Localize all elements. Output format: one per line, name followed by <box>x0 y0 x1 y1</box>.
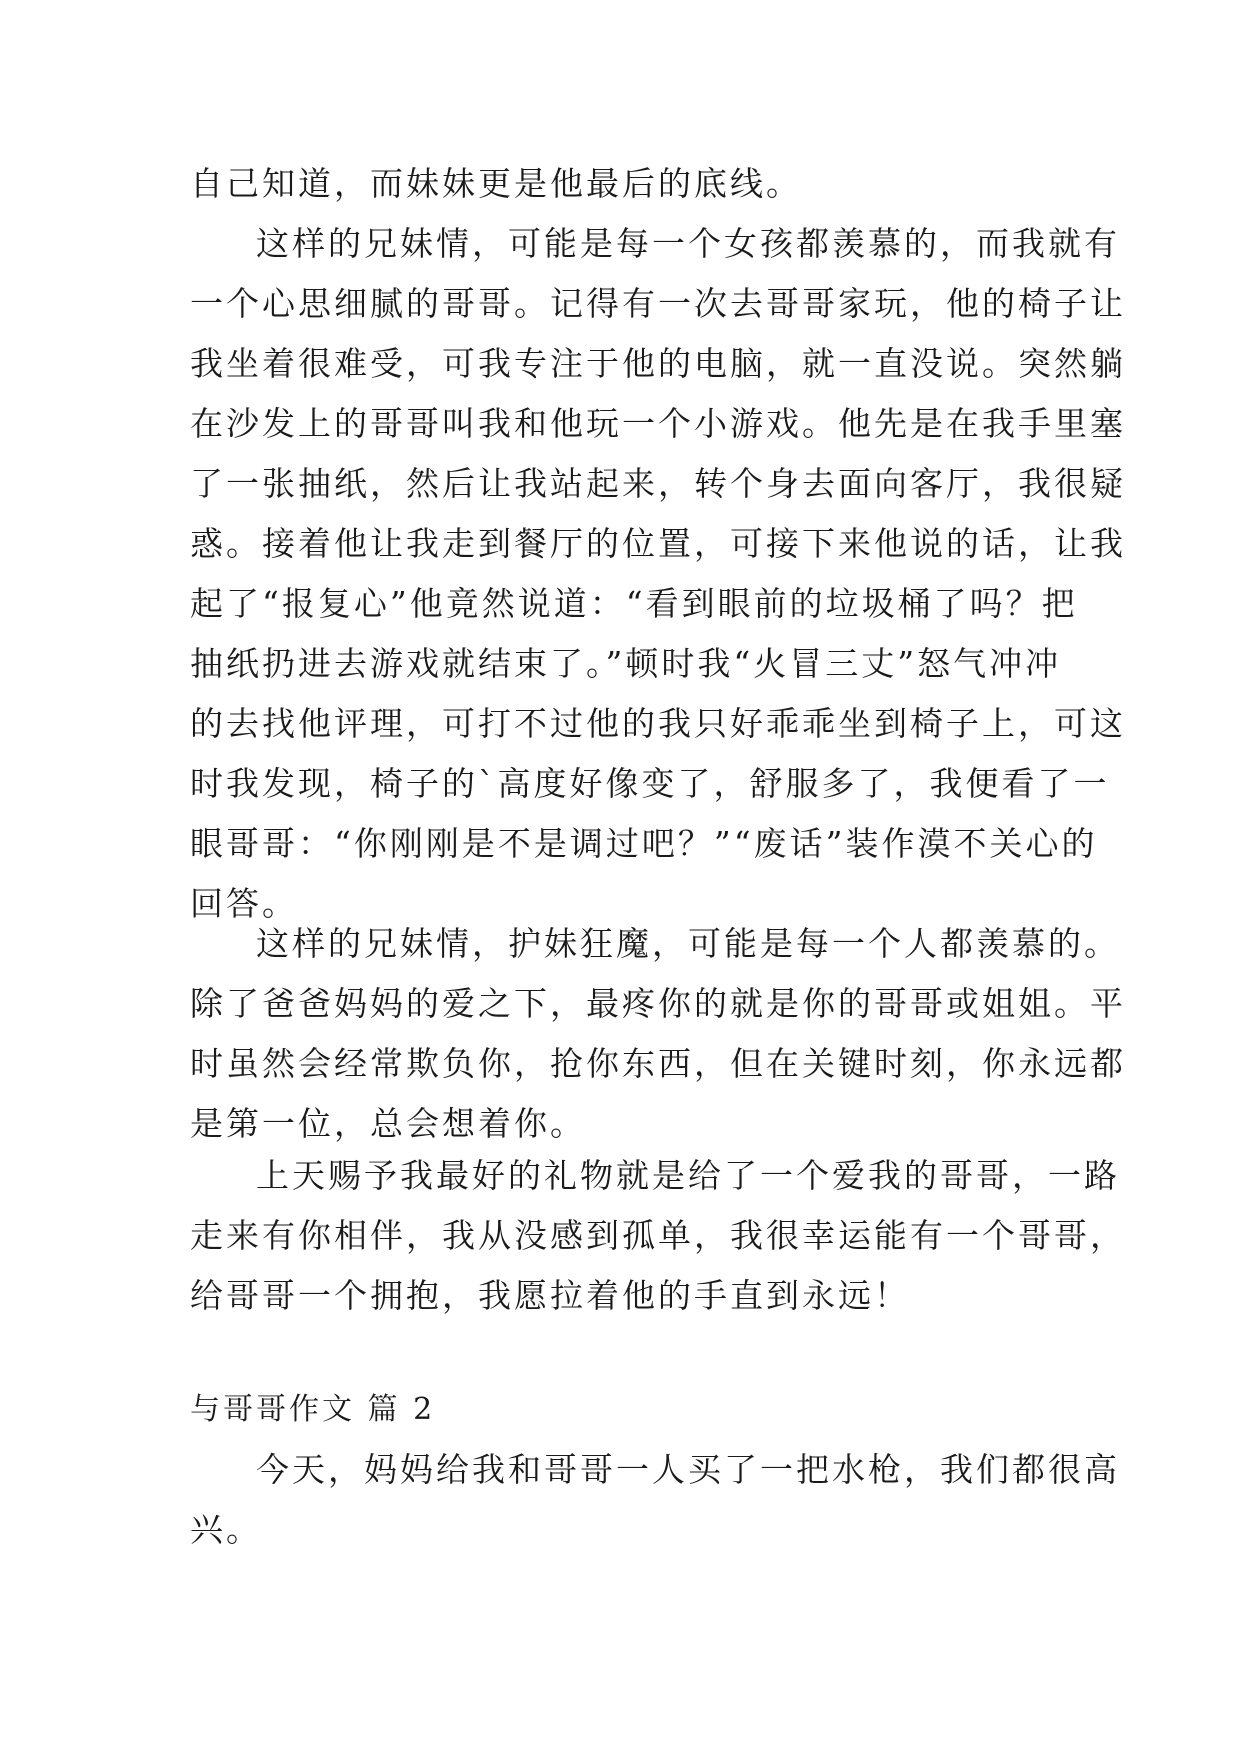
paragraph-1 <box>190 154 1050 214</box>
section-paragraph-1 <box>190 1440 1120 1560</box>
text-line: 一个心思细腻的哥哥。记得有一次去哥哥家玩，他的椅子让 <box>190 284 1126 323</box>
section-heading: 与哥哥作文 篇 2 <box>190 1392 436 1427</box>
text-line: 除了爸爸妈妈的爱之下，最疼你的就是你的哥哥或姐姐。平 <box>190 984 1126 1023</box>
text-line: 时我发现，椅子的`高度好像变了，舒服多了，我便看了一 <box>190 764 1110 803</box>
text-line: 给哥哥一个拥抱，我愿拉着他的手直到永远！ <box>190 1276 910 1315</box>
paragraph-2 <box>190 214 1126 934</box>
paragraph-4 <box>190 1146 1126 1326</box>
text-line: 自己知道，而妹妹更是他最后的底线。 <box>190 164 802 203</box>
text-line: 回答。 <box>190 884 298 923</box>
text-line: 起了“报复心”他竟然说道：“看到眼前的垃圾桶了吗？把 <box>190 584 1078 623</box>
text-line: 时虽然会经常欺负你，抢你东西，但在关键时刻，你永远都 <box>190 1044 1126 1083</box>
text-line: 在沙发上的哥哥叫我和他玩一个小游戏。他先是在我手里塞 <box>190 404 1126 443</box>
text-line: 我坐着很难受，可我专注于他的电脑，就一直没说。突然躺 <box>190 344 1126 383</box>
text-line: 眼哥哥：“你刚刚是不是调过吧？”“废话”装作漠不关心的 <box>190 824 1098 863</box>
text-line: 惑。接着他让我走到餐厅的位置，可接下来他说的话，让我 <box>190 524 1126 563</box>
text-line: 这样的兄妹情，可能是每一个女孩都羡慕的，而我就有 <box>256 224 1120 263</box>
text-line: 上天赐予我最好的礼物就是给了一个爱我的哥哥，一路 <box>256 1156 1120 1195</box>
text-line: 走来有你相伴，我从没感到孤单，我很幸运能有一个哥哥， <box>190 1216 1126 1255</box>
text-line: 了一张抽纸，然后让我站起来，转个身去面向客厅，我很疑 <box>190 464 1126 503</box>
text-line: 的去找他评理，可打不过他的我只好乖乖坐到椅子上，可这 <box>190 704 1126 743</box>
text-line: 兴。 <box>190 1510 262 1549</box>
text-line: 抽纸扔进去游戏就结束了。”顿时我“火冒三丈”怒气冲冲 <box>190 644 1062 683</box>
text-line: 是第一位，总会想着你。 <box>190 1104 586 1143</box>
text-line: 这样的兄妹情，护妹狂魔，可能是每一个人都羡慕的。 <box>256 924 1120 963</box>
paragraph-3 <box>190 914 1126 1154</box>
text-line: 今天，妈妈给我和哥哥一人买了一把水枪，我们都很高 <box>256 1450 1120 1489</box>
